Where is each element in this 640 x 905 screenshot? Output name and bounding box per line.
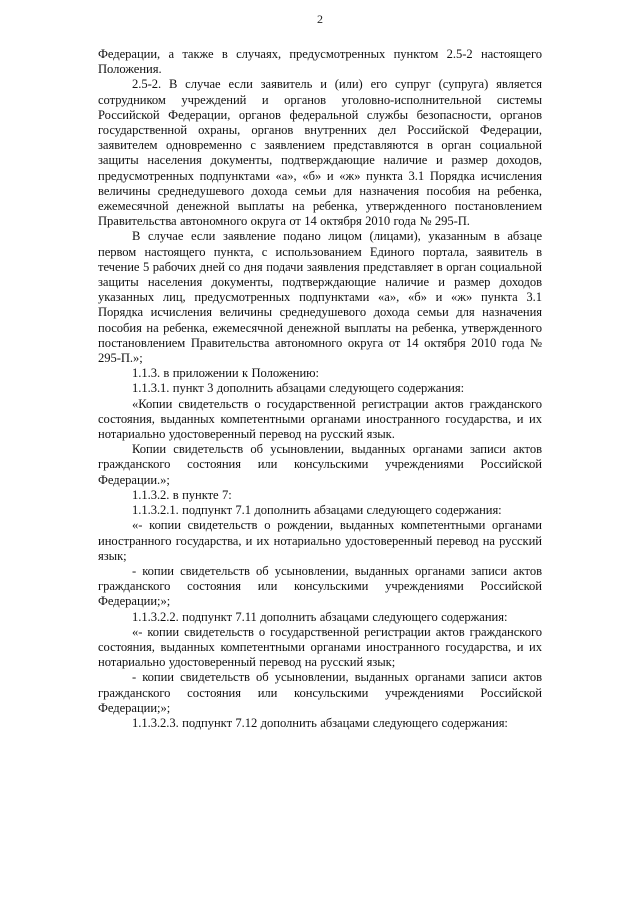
page-number: 2 (317, 12, 323, 26)
paragraph: 1.1.3.2.1. подпункт 7.1 дополнить абзацами следующего содержания: (132, 503, 502, 518)
document-body (98, 47, 542, 731)
paragraph: 1.1.3.2. в пункте 7: (132, 487, 232, 502)
paragraph: В случае если заявление подано лицом (лицами), указанным в абзаце первом настоящего пункта, с использованием Единого портала, заявитель в течение 5 рабочих дней со дня подачи заявления представляет в орган социальной защиты населения документы, подтверждающие наличие и размер доходов указанных лиц, предусмотренных подпунктами «а», «б» и «ж» пункта 3.1 Порядка исчисления величины среднедушевого дохода семьи для назначения пособия на ребенка, ежемесячной денежной выплаты на ребенка, утвержденного постановлением Правительства автономного округа от 14 октября 2010 года № 295-П.»; (98, 229, 542, 366)
paragraph: 1.1.3.1. пункт 3 дополнить абзацами следующего содержания: (132, 381, 465, 396)
paragraph: «Копии свидетельств о государственной регистрации актов гражданского состояния, выданных компетентными органами иностранного государства, и их нотариально удостоверенный перевод на русский язык. (98, 396, 542, 442)
paragraph: - копии свидетельств об усыновлении, выданных органами записи актов гражданского состояния или консульскими учреждениями Российской Федерации;»; (98, 563, 542, 609)
paragraph: 1.1.3.2.3. подпункт 7.12 дополнить абзацами следующего содержания: (132, 715, 508, 730)
paragraph: Федерации, а также в случаях, предусмотренных пунктом 2.5-2 настоящего Положения. (98, 47, 542, 77)
paragraph: - копии свидетельств об усыновлении, выданных органами записи актов гражданского состояния или консульскими учреждениями Российской Федерации;»; (98, 670, 542, 715)
paragraph: Копии свидетельств об усыновлении, выданных органами записи актов гражданского состояния или консульскими учреждениями Российской Федерации.»; (98, 442, 542, 487)
paragraph: 1.1.3.2.2. подпункт 7.11 дополнить абзацами следующего содержания: (132, 609, 508, 624)
paragraph: 1.1.3. в приложении к Положению: (132, 366, 319, 381)
paragraph: 2.5-2. В случае если заявитель и (или) его супруг (супруга) является сотрудником учреждений и органов уголовно-исполнительной системы Российской Федерации, органов федеральной службы безопасности, органов государственной охраны, органов внутренних дел Российской Федерации, заявителем одновременно с заявлением представляются в орган социальной защиты населения документы, подтверждающие наличие и размер доходов, предусмотренных подпунктами «а», «б» и «ж» пункта 3.1 Порядка исчисления величины среднедушевого дохода семьи для назначения пособия на ребенка, ежемесячной денежной выплаты на ребенка, утвержденного постановлением Правительства автономного округа от 14 октября 2010 года № 295-П. (98, 77, 542, 229)
paragraph: «- копии свидетельств о рождении, выданных компетентными органами иностранного государства, и их нотариально удостоверенный перевод на русский язык; (98, 518, 542, 563)
paragraph: «- копии свидетельств о государственной регистрации актов гражданского состояния, выданных компетентными органами иностранного государства, и их нотариально удостоверенный перевод на русский язык; (98, 624, 542, 670)
